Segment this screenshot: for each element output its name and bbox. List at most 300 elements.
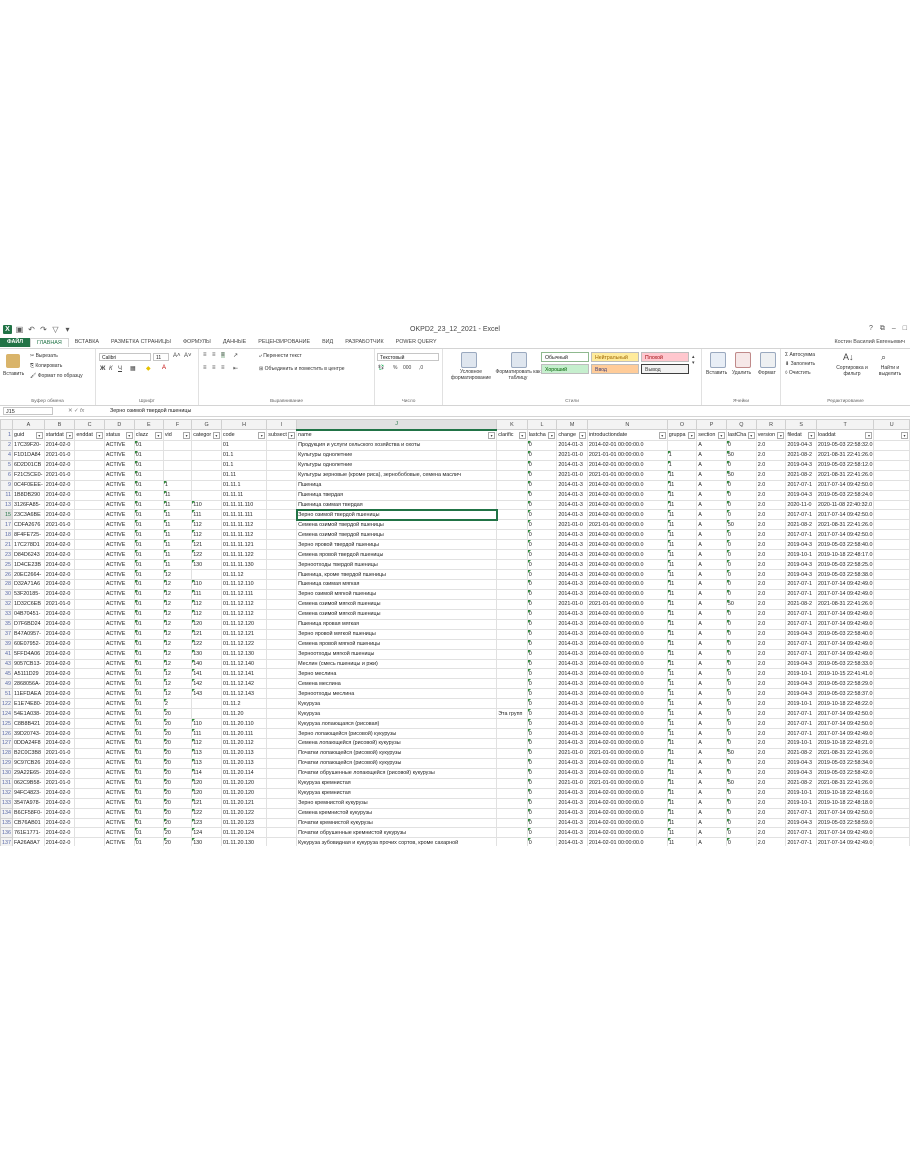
cell-q[interactable]: 0 (726, 699, 756, 709)
cell-l[interactable]: 0 (527, 560, 557, 570)
cell-u[interactable] (874, 689, 910, 699)
cell-q[interactable]: 0 (726, 669, 756, 679)
cell-m[interactable]: 2014-01-3 (557, 629, 588, 639)
formula-input[interactable]: Зерно озимой твердой пшеницы (110, 408, 192, 414)
row-number[interactable]: 4 (1, 450, 13, 460)
filter-dropdown-icon[interactable]: ▾ (66, 432, 73, 439)
cell-k[interactable] (497, 629, 528, 639)
cell-r[interactable]: 2.0 (756, 609, 786, 619)
cell-i[interactable] (267, 758, 297, 768)
cell-b[interactable]: 2014-02-0 (44, 669, 75, 679)
cell-d[interactable]: ACTIVE (104, 619, 134, 629)
cell-m[interactable]: 2014-01-3 (557, 788, 588, 798)
column-header-j[interactable]: J (297, 420, 497, 430)
format-cells-button[interactable]: Формат (758, 370, 776, 376)
cell-o[interactable]: 11 (667, 550, 697, 560)
filter-dropdown-icon[interactable]: ▾ (808, 432, 815, 439)
save-icon[interactable]: ▣ (15, 325, 24, 334)
cell-i[interactable] (267, 828, 297, 838)
cell-e[interactable]: 01 (134, 609, 163, 619)
column-filter-header[interactable] (134, 430, 163, 440)
cell-t[interactable]: 2021-08-31 22:41:26.0 (817, 452, 873, 459)
cell-u[interactable] (874, 530, 910, 540)
cell-b[interactable]: 2014-02-0 (44, 550, 75, 560)
cell-n[interactable]: 2014-02-01 00:00:00.0 (587, 739, 667, 749)
cell-c[interactable] (75, 540, 105, 550)
tab-insert[interactable]: ВСТАВКА (74, 339, 99, 345)
cell-s[interactable]: 2017-07-1 (786, 480, 817, 490)
cell-m[interactable]: 2014-01-3 (557, 609, 588, 619)
fill-button[interactable]: ⬇ Заполнить (785, 361, 816, 367)
cell-j[interactable]: Семена озимой мягкой пшеницы (297, 609, 497, 619)
cell-i[interactable] (267, 619, 297, 629)
cell-f[interactable]: 12 (163, 659, 191, 669)
cell-f[interactable]: 20 (163, 788, 191, 798)
cell-r[interactable]: 2.0 (756, 818, 786, 828)
cell-f[interactable]: 20 (163, 719, 191, 729)
cell-k[interactable] (497, 649, 528, 659)
cell-d[interactable]: ACTIVE (104, 778, 134, 788)
cell-a[interactable]: 1D32C6EB (13, 599, 45, 609)
cell-i[interactable] (267, 788, 297, 798)
cell-l[interactable]: 0 (527, 520, 557, 530)
cell-b[interactable]: 2014-02-0 (44, 540, 75, 550)
row-number[interactable]: 5 (1, 460, 13, 470)
cell-c[interactable] (75, 689, 105, 699)
cell-a[interactable]: E1E74E80- (13, 699, 45, 709)
cell-t[interactable]: 2017-07-14 09:42:49.0 (817, 730, 873, 737)
cell-u[interactable] (874, 659, 910, 669)
column-filter-header[interactable] (13, 430, 45, 440)
cell-s[interactable]: 2017-07-1 (786, 719, 817, 729)
font-size-select[interactable]: 11 (153, 353, 169, 361)
cell-j[interactable]: Пшеница (297, 480, 497, 490)
cell-t[interactable]: 2017-07-14 09:42:49.0 (817, 621, 873, 628)
cell-m[interactable]: 2014-01-3 (557, 758, 588, 768)
cell-b[interactable]: 2014-02-0 (44, 709, 75, 719)
cell-s[interactable]: 2021-08-2 (786, 470, 817, 480)
paste-button[interactable]: Вставить (3, 371, 25, 377)
cell-n[interactable]: 2021-01-01 00:00:00.0 (587, 748, 667, 758)
cell-c[interactable] (75, 619, 105, 629)
cell-q[interactable]: 0 (726, 570, 756, 580)
cell-q[interactable]: 0 (726, 530, 756, 540)
customize-qat-icon[interactable]: ▾ (65, 325, 70, 334)
cell-d[interactable]: ACTIVE (104, 739, 134, 749)
cell-k[interactable] (497, 699, 528, 709)
cell-i[interactable] (267, 599, 297, 609)
cell-q[interactable]: 0 (726, 719, 756, 729)
column-header-n[interactable]: N (587, 420, 667, 430)
cell-f[interactable]: 20 (163, 729, 191, 739)
cell-e[interactable]: 01 (134, 480, 163, 490)
cell-c[interactable] (75, 510, 105, 520)
cell-m[interactable]: 2014-01-3 (557, 589, 588, 599)
row-number[interactable]: 137 (2, 839, 11, 846)
cell-p[interactable]: A (697, 460, 727, 470)
cell-i[interactable] (267, 679, 297, 689)
cell-p[interactable]: A (697, 490, 727, 500)
cell-u[interactable] (874, 679, 910, 689)
cell-f[interactable]: 2 (163, 699, 191, 709)
cell-r[interactable]: 2.0 (756, 719, 786, 729)
cell-f[interactable]: 20 (163, 838, 191, 846)
cell-u[interactable] (874, 629, 910, 639)
cell-t[interactable]: 2019-05-03 22:58:34.0 (817, 760, 873, 767)
column-filter-header[interactable] (726, 430, 756, 440)
cell-g[interactable]: 121 (192, 629, 222, 639)
cell-r[interactable]: 2.0 (756, 748, 786, 758)
cell-j[interactable]: Кукуруза (297, 699, 497, 709)
cell-u[interactable] (874, 580, 910, 590)
cell-a[interactable]: 0DDA24F8 (13, 739, 45, 749)
cell-o[interactable]: 11 (667, 639, 697, 649)
cell-p[interactable]: A (697, 659, 727, 669)
cell-o[interactable]: 11 (667, 599, 697, 609)
cell-n[interactable]: 2014-02-01 00:00:00.0 (587, 768, 667, 778)
row-number[interactable]: 37 (1, 629, 13, 639)
cell-g[interactable]: 140 (192, 659, 222, 669)
cell-r[interactable]: 2.0 (756, 679, 786, 689)
cell-u[interactable] (874, 540, 910, 550)
cell-t[interactable]: 2019-05-03 22:58:25.0 (817, 561, 873, 568)
filter-dropdown-icon[interactable]: ▾ (579, 432, 586, 439)
cell-n[interactable]: 2021-01-01 00:00:00.0 (587, 470, 667, 480)
cell-t[interactable]: 2020-11-08 22:40:32.0 (817, 501, 873, 508)
cell-f[interactable]: 11 (163, 560, 191, 570)
cell-m[interactable]: 2014-01-3 (557, 619, 588, 629)
cell-g[interactable]: 111 (192, 589, 222, 599)
filter-dropdown-icon[interactable]: ▾ (659, 432, 666, 439)
cell-h[interactable]: 01.11.2 (221, 699, 266, 709)
cell-b[interactable]: 2014-02-0 (44, 440, 75, 450)
cell-d[interactable]: ACTIVE (104, 470, 134, 480)
cell-e[interactable]: 01 (134, 460, 163, 470)
cell-j[interactable]: Семена меслина (297, 679, 497, 689)
cell-n[interactable]: 2021-01-01 00:00:00.0 (587, 599, 667, 609)
cell-a[interactable]: FA26A8A7 (13, 838, 45, 846)
cell-g[interactable]: 110 (192, 500, 222, 510)
column-filter-header[interactable] (697, 430, 727, 440)
cell-m[interactable]: 2014-01-3 (557, 818, 588, 828)
cell-r[interactable]: 2.0 (756, 560, 786, 570)
cell-f[interactable]: 11 (163, 540, 191, 550)
cell-q[interactable]: 0 (726, 768, 756, 778)
cell-m[interactable]: 2014-01-3 (557, 709, 588, 719)
cell-e[interactable]: 01 (134, 768, 163, 778)
cell-t[interactable]: 2019-05-03 22:58:29.0 (817, 680, 873, 687)
cell-k[interactable] (497, 758, 528, 768)
cell-j[interactable]: Пшеница, кроме твердой пшеницы (297, 570, 497, 580)
cell-m[interactable]: 2021-01-0 (557, 778, 588, 788)
cell-f[interactable]: 11 (163, 530, 191, 540)
row-number[interactable]: 133 (2, 800, 11, 807)
cell-l[interactable]: 0 (527, 808, 557, 818)
cell-o[interactable]: 11 (667, 778, 697, 788)
cell-b[interactable]: 2014-02-0 (44, 580, 75, 590)
column-header-q[interactable]: Q (726, 420, 756, 430)
cell-n[interactable]: 2014-02-01 00:00:00.0 (587, 649, 667, 659)
cell-d[interactable]: ACTIVE (104, 788, 134, 798)
find-select-button[interactable]: Найти и выделить (878, 365, 902, 377)
cell-j[interactable]: Культуры однолетние (297, 450, 497, 460)
cell-f[interactable]: 20 (163, 709, 191, 719)
cell-k[interactable] (497, 748, 528, 758)
cell-d[interactable]: ACTIVE (104, 440, 134, 450)
cell-g[interactable]: 114 (192, 768, 222, 778)
align-bottom-icon[interactable]: ≡ (221, 352, 225, 358)
cell-a[interactable]: 54E1A038- (13, 709, 45, 719)
cell-h[interactable]: 01.11.20.120 (221, 778, 266, 788)
cell-l[interactable]: 0 (527, 500, 557, 510)
cell-o[interactable]: 11 (667, 530, 697, 540)
row-number[interactable]: 32 (1, 599, 13, 609)
paste-icon[interactable] (6, 354, 20, 368)
cell-b[interactable]: 2014-02-0 (44, 838, 75, 846)
cell-m[interactable]: 2021-01-0 (557, 520, 588, 530)
cell-i[interactable] (267, 739, 297, 749)
cell-o[interactable]: 11 (667, 729, 697, 739)
cell-q[interactable]: 0 (726, 580, 756, 590)
cell-h[interactable]: 01.11.11 (221, 490, 266, 500)
cell-j[interactable]: Семена озимой твердой пшеницы (297, 530, 497, 540)
cell-o[interactable]: 11 (667, 470, 697, 480)
cell-i[interactable] (267, 589, 297, 599)
cell-p[interactable]: A (697, 669, 727, 679)
cell-u[interactable] (874, 719, 910, 729)
cell-h[interactable]: 01.11.12.112 (221, 609, 266, 619)
cell-b[interactable]: 2021-01-0 (44, 520, 75, 530)
row-number[interactable]: 17 (1, 520, 13, 530)
cell-r[interactable]: 2.0 (756, 520, 786, 530)
cell-j[interactable]: Кукуруза (297, 709, 497, 719)
cell-h[interactable]: 01.11.20.113 (221, 748, 266, 758)
cell-u[interactable] (874, 729, 910, 739)
cell-k[interactable] (497, 659, 528, 669)
align-middle-icon[interactable]: ≡ (212, 352, 216, 358)
cell-h[interactable]: 01.11.12.142 (221, 679, 266, 689)
cell-o[interactable]: 11 (667, 619, 697, 629)
cell-i[interactable] (267, 699, 297, 709)
cell-o[interactable]: 11 (667, 490, 697, 500)
cell-i[interactable] (267, 570, 297, 580)
cell-f[interactable]: 20 (163, 758, 191, 768)
cell-i[interactable] (267, 659, 297, 669)
cell-e[interactable]: 01 (134, 629, 163, 639)
cell-t[interactable]: 2019-10-18 22:48:22.0 (817, 700, 873, 707)
cell-a[interactable]: 39D20743- (13, 729, 45, 739)
cell-t[interactable]: 2017-07-14 09:42:50.0 (817, 720, 873, 727)
filter-dropdown-icon[interactable]: ▾ (901, 432, 908, 439)
cell-g[interactable]: 112 (192, 599, 222, 609)
cell-h[interactable]: 01.11.11.121 (221, 540, 266, 550)
row-number[interactable]: 39 (1, 639, 13, 649)
cell-c[interactable] (75, 490, 105, 500)
cell-o[interactable]: 11 (667, 808, 697, 818)
cell-j[interactable]: Зерно озимой твердой пшеницы (297, 510, 497, 520)
cell-h[interactable]: 01.11.12.143 (221, 689, 266, 699)
cell-c[interactable] (75, 470, 105, 480)
cell-t[interactable]: 2017-07-14 09:42:49.0 (817, 591, 873, 598)
cell-q[interactable]: 0 (726, 510, 756, 520)
cell-r[interactable]: 2.0 (756, 828, 786, 838)
cell-t[interactable]: 2019-10-15 22:41:41.0 (817, 670, 873, 677)
cell-s[interactable]: 2017-07-1 (786, 649, 817, 659)
cell-l[interactable]: 0 (527, 480, 557, 490)
ribbon-display-icon[interactable]: ⧉ (879, 325, 885, 332)
cell-t[interactable]: 2019-05-03 22:58:42.0 (817, 770, 873, 777)
row-number[interactable]: 128 (2, 750, 11, 757)
cell-f[interactable]: 12 (163, 619, 191, 629)
cell-a[interactable]: B2C0C3B8 (13, 748, 45, 758)
row-number[interactable]: 125 (2, 720, 11, 727)
cell-d[interactable]: ACTIVE (104, 828, 134, 838)
cell-t[interactable]: 2017-07-14 09:42:49.0 (817, 829, 873, 836)
cell-j[interactable]: Семена кремнистой кукурузы (297, 808, 497, 818)
cell-t[interactable]: 2017-07-14 09:42:49.0 (817, 641, 873, 648)
cell-n[interactable]: 2014-02-01 00:00:00.0 (587, 580, 667, 590)
cell-n[interactable]: 2014-02-01 00:00:00.0 (587, 838, 667, 846)
cell-k[interactable] (497, 639, 528, 649)
cell-q[interactable]: 50 (726, 470, 756, 480)
cell-q[interactable]: 0 (726, 540, 756, 550)
cell-n[interactable]: 2014-02-01 00:00:00.0 (587, 540, 667, 550)
column-header-f[interactable]: F (163, 420, 191, 430)
fx-icon[interactable]: ✕ ✓ fx (68, 408, 85, 414)
cell-h[interactable]: 01.11.11.130 (221, 560, 266, 570)
cell-i[interactable] (267, 580, 297, 590)
cell-r[interactable]: 2.0 (756, 550, 786, 560)
format-as-table-button[interactable]: Форматировать как таблицу (495, 369, 541, 381)
cell-p[interactable]: A (697, 828, 727, 838)
cell-h[interactable]: 01.11.20.123 (221, 818, 266, 828)
cell-c[interactable] (75, 838, 105, 846)
row-number[interactable]: 18 (1, 530, 13, 540)
cell-s[interactable]: 2019-04-3 (786, 758, 817, 768)
cell-r[interactable]: 2.0 (756, 689, 786, 699)
borders-icon[interactable]: ▦ (130, 366, 136, 372)
cell-c[interactable] (75, 480, 105, 490)
cell-j[interactable]: Кукуруза кремнистая (297, 778, 497, 788)
cell-h[interactable]: 01.11.20.130 (221, 838, 266, 846)
column-filter-header[interactable] (221, 430, 266, 440)
cell-j[interactable]: Семена яровой твердой пшеницы (297, 550, 497, 560)
cell-g[interactable]: 111 (192, 729, 222, 739)
cell-d[interactable]: ACTIVE (104, 659, 134, 669)
cell-a[interactable]: 5FFD4A06 (13, 649, 45, 659)
cell-e[interactable]: 01 (134, 798, 163, 808)
cell-l[interactable]: 0 (527, 609, 557, 619)
cell-r[interactable]: 2.0 (756, 798, 786, 808)
tab-review[interactable]: РЕЦЕНЗИРОВАНИЕ (258, 339, 311, 345)
cell-p[interactable]: A (697, 599, 727, 609)
cell-h[interactable]: 01.11.12.111 (221, 589, 266, 599)
cell-c[interactable] (75, 719, 105, 729)
cell-q[interactable]: 0 (726, 709, 756, 719)
cell-f[interactable]: 11 (163, 490, 191, 500)
cell-i[interactable] (267, 550, 297, 560)
cell-g[interactable]: 120 (192, 778, 222, 788)
cell-g[interactable]: 112 (192, 520, 222, 530)
cell-t[interactable]: 2019-05-03 22:58:38.0 (817, 571, 873, 578)
styles-scroll-icon[interactable]: ▴ ▾ (692, 354, 695, 366)
cell-d[interactable]: ACTIVE (104, 669, 134, 679)
cell-e[interactable]: 01 (134, 490, 163, 500)
cell-p[interactable]: A (697, 520, 727, 530)
cell-e[interactable]: 01 (134, 540, 163, 550)
cell-e[interactable]: 01 (134, 659, 163, 669)
cell-e[interactable]: 01 (134, 699, 163, 709)
cell-e[interactable]: 01 (134, 550, 163, 560)
cell-d[interactable]: ACTIVE (104, 729, 134, 739)
cell-k[interactable] (497, 560, 528, 570)
cell-k[interactable] (497, 570, 528, 580)
cell-i[interactable] (267, 440, 297, 450)
cell-q[interactable]: 0 (726, 609, 756, 619)
cell-s[interactable]: 2019-04-3 (786, 460, 817, 470)
cell-s[interactable]: 2017-07-1 (786, 619, 817, 629)
cell-f[interactable]: 12 (163, 589, 191, 599)
cell-a[interactable]: 17C278D1 (13, 540, 45, 550)
cell-l[interactable]: 0 (527, 589, 557, 599)
cell-t[interactable]: 2019-05-03 22:58:59.0 (817, 819, 873, 826)
cell-t[interactable]: 2021-08-31 22:41:26.0 (817, 601, 873, 608)
cell-t[interactable]: 2021-08-31 22:41:26.0 (817, 472, 873, 479)
cell-k[interactable] (497, 619, 528, 629)
cell-q[interactable]: 0 (726, 589, 756, 599)
cell-m[interactable]: 2014-01-3 (557, 768, 588, 778)
cell-d[interactable]: ACTIVE (104, 639, 134, 649)
cell-u[interactable] (874, 808, 910, 818)
cell-g[interactable]: 121 (192, 540, 222, 550)
cell-p[interactable]: A (697, 649, 727, 659)
cell-m[interactable]: 2021-01-0 (557, 748, 588, 758)
cell-s[interactable]: 2017-07-1 (786, 609, 817, 619)
cell-f[interactable]: 20 (163, 739, 191, 749)
style-output[interactable]: Вывод (641, 364, 689, 374)
cell-s[interactable]: 2019-04-3 (786, 440, 817, 450)
shrink-font-icon[interactable]: A˅ (184, 353, 192, 359)
filter-dropdown-icon[interactable]: ▾ (865, 432, 872, 439)
cell-i[interactable] (267, 480, 297, 490)
cell-u[interactable] (874, 570, 910, 580)
cell-l[interactable]: 0 (527, 450, 557, 460)
cell-a[interactable]: B6CF58F0- (13, 808, 45, 818)
cell-h[interactable]: 01.11.12.120 (221, 619, 266, 629)
cell-a[interactable]: 94FC4823- (13, 788, 45, 798)
cell-r[interactable]: 2.0 (756, 629, 786, 639)
cell-e[interactable]: 01 (134, 500, 163, 510)
cell-n[interactable]: 2021-01-01 00:00:00.0 (587, 778, 667, 788)
cell-q[interactable]: 0 (726, 798, 756, 808)
cell-a[interactable]: CB76AB01 (13, 818, 45, 828)
cell-k[interactable] (497, 818, 528, 828)
cell-p[interactable]: A (697, 500, 727, 510)
row-number[interactable]: 132 (2, 790, 11, 797)
cell-o[interactable]: 11 (667, 758, 697, 768)
cell-q[interactable]: 0 (726, 689, 756, 699)
cell-k[interactable] (497, 808, 528, 818)
cell-d[interactable]: ACTIVE (104, 629, 134, 639)
cell-u[interactable] (874, 450, 910, 460)
cell-c[interactable] (75, 639, 105, 649)
delete-cells-icon[interactable] (735, 352, 751, 368)
tab-page-layout[interactable]: РАЗМЕТКА СТРАНИЦЫ (110, 339, 171, 345)
column-filter-header[interactable] (192, 430, 222, 440)
cell-a[interactable]: CDFA2676 (13, 520, 45, 530)
cell-o[interactable]: 11 (667, 520, 697, 530)
cell-j[interactable]: Зерно яровой мягкой пшеницы (297, 629, 497, 639)
